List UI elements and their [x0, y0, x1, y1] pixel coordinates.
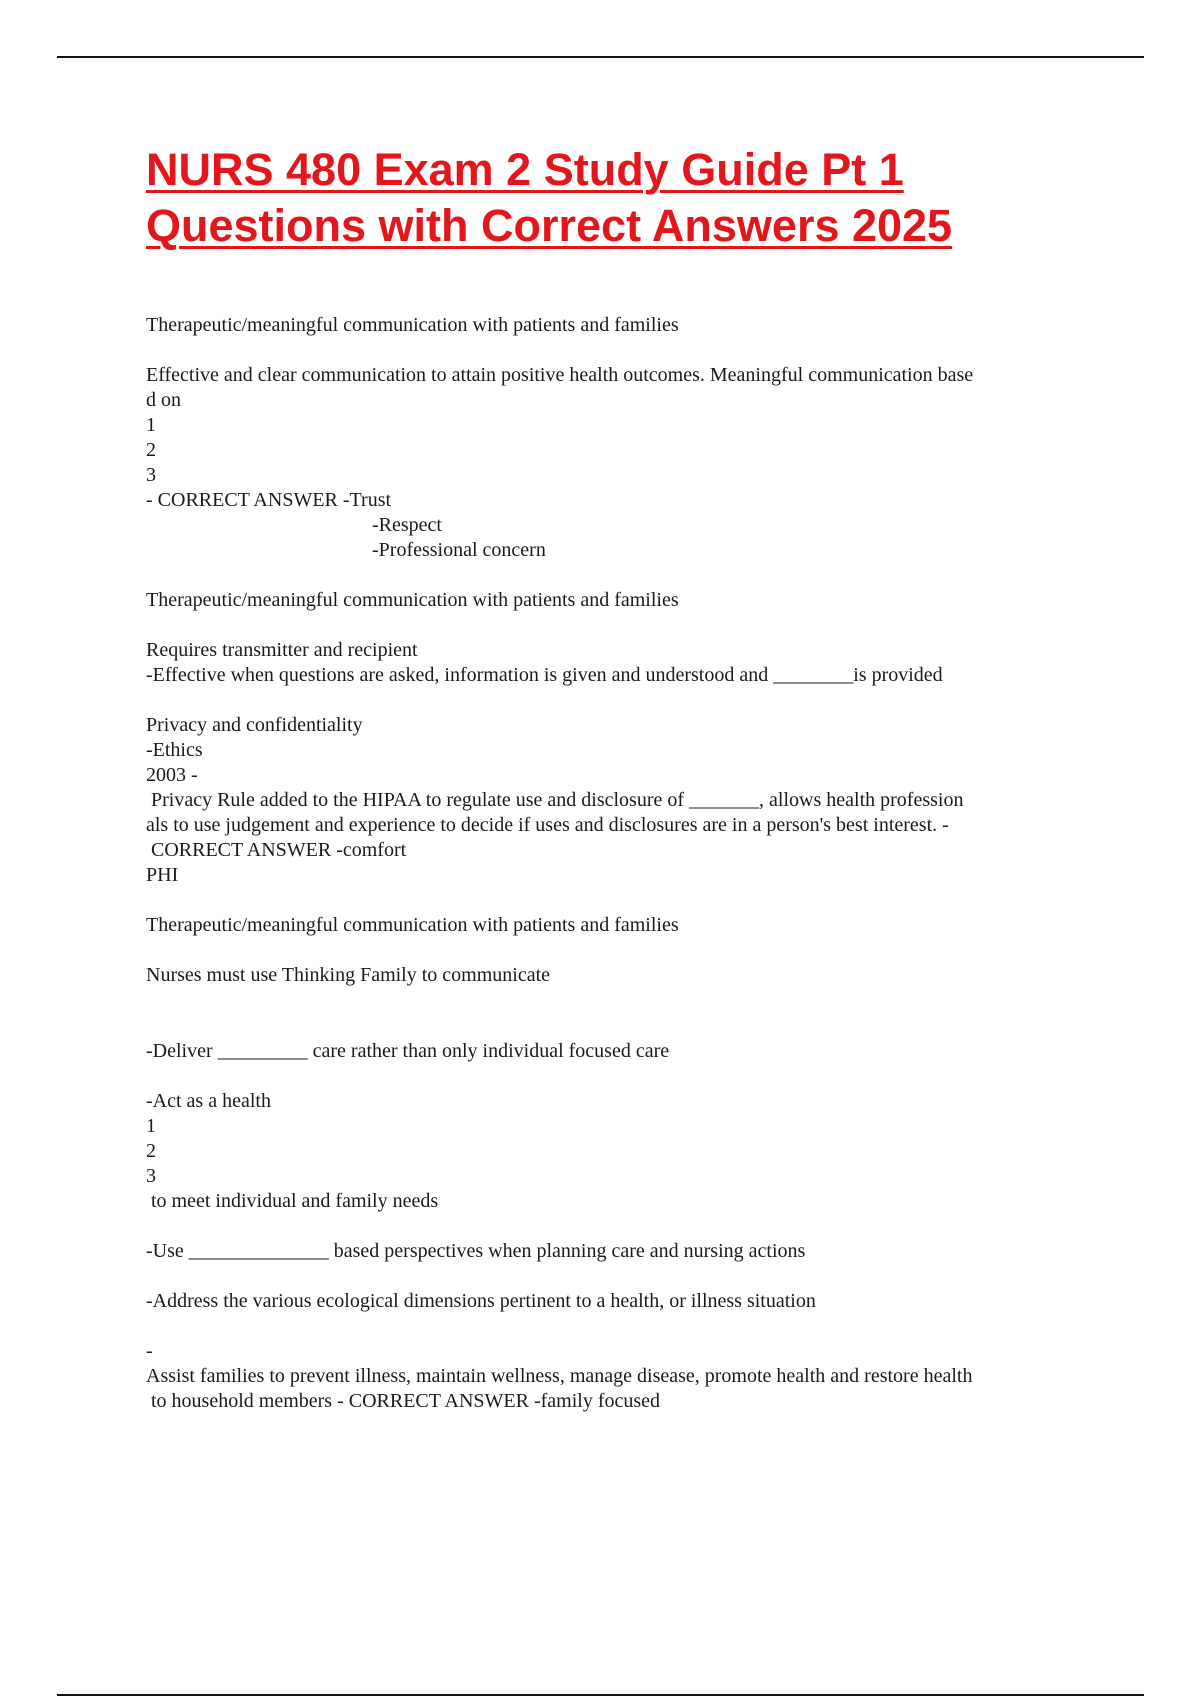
answer-item: PHI: [146, 864, 179, 886]
question-text: Requires transmitter and recipient: [146, 639, 418, 661]
document-title: [146, 142, 952, 254]
answer-item: -Professional concern: [372, 539, 546, 561]
question-heading: Privacy and confidentiality: [146, 714, 363, 736]
list-number: 1: [146, 414, 156, 436]
question-text: -: [146, 1340, 153, 1362]
question-text: Effective and clear communication to attain positive health outcomes. Meaningful communication base: [146, 364, 974, 386]
list-number: 3: [146, 1165, 156, 1187]
question-heading: Therapeutic/meaningful communication with patients and families: [146, 589, 679, 611]
title-line-2: Questions with Correct Answers 2025: [146, 200, 953, 251]
question-text: -Deliver _________ care rather than only individual focused care: [146, 1040, 670, 1062]
question-text: -Use ______________ based perspectives when planning care and nursing actions: [146, 1240, 806, 1262]
list-number: 3: [146, 464, 156, 486]
question-heading: Therapeutic/meaningful communication with patients and families: [146, 914, 679, 936]
document-body: [146, 313, 1086, 1414]
top-rule: [57, 56, 1144, 58]
question-text: Assist families to prevent illness, maintain wellness, manage disease, promote health and restore health: [146, 1365, 973, 1387]
correct-answer: to household members - CORRECT ANSWER -family focused: [146, 1390, 661, 1412]
question-text: Nurses must use Thinking Family to communicate: [146, 964, 551, 986]
list-number: 2: [146, 1140, 156, 1162]
correct-answer: - CORRECT ANSWER -Trust: [146, 489, 392, 511]
list-number: 2: [146, 439, 156, 461]
question-text: d on: [146, 389, 181, 411]
question-heading: Therapeutic/meaningful communication with patients and families: [146, 314, 679, 336]
question-text: -Address the various ecological dimensions pertinent to a health, or illness situation: [146, 1290, 816, 1312]
title-line-1: NURS 480 Exam 2 Study Guide Pt 1: [146, 144, 904, 195]
question-text: 2003 -: [146, 764, 198, 786]
list-number: 1: [146, 1115, 156, 1137]
question-text: -Ethics: [146, 739, 203, 761]
question-text: Privacy Rule added to the HIPAA to regulate use and disclosure of _______, allows health profession: [146, 789, 964, 811]
question-text: -Act as a health: [146, 1090, 271, 1112]
question-text: to meet individual and family needs: [146, 1190, 439, 1212]
answer-item: -Respect: [372, 514, 442, 536]
question-text: -Effective when questions are asked, information is given and understood and ________is provided: [146, 664, 943, 686]
question-text: als to use judgement and experience to decide if uses and disclosures are in a person's best interest. -: [146, 814, 949, 836]
correct-answer: CORRECT ANSWER -comfort: [146, 839, 407, 861]
bottom-rule: [57, 1694, 1144, 1696]
